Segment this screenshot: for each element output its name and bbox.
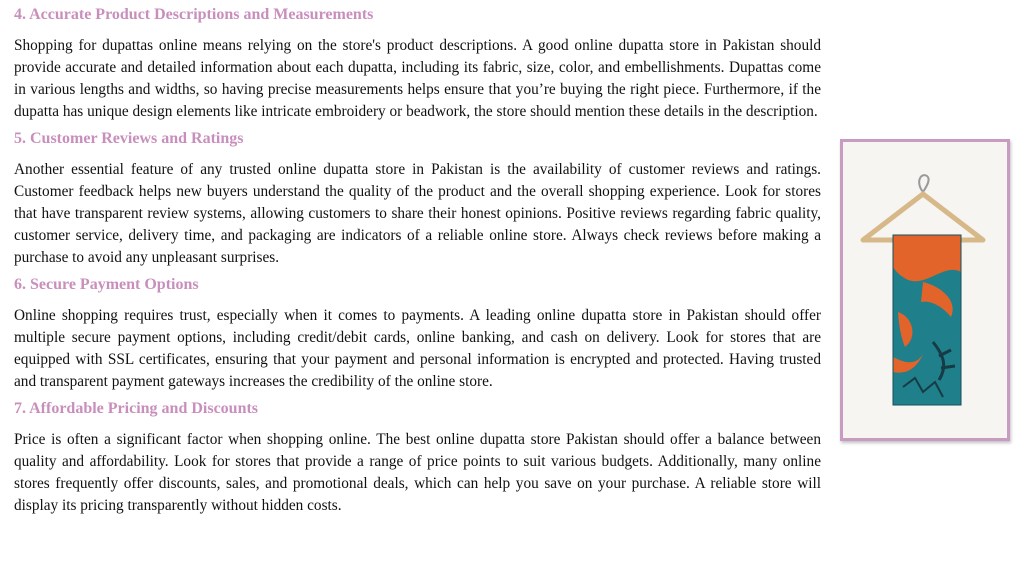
section-6-paragraph: Online shopping requires trust, especially when it comes to payments. A leading online dupatta store in Pakistan should offer multiple secure payment options, including credit/debit cards, online banking, and cash on delivery. Look for stores that are equipped with SSL certificates, ensuring that your payment and personal information is encrypted and protected. Having trusted and transparent payment gateways increases the credibility of the online store. [14,307,821,390]
dupatta-product-image [840,139,1010,441]
dupatta-on-hanger-illustration [843,142,1007,438]
section-5-heading: 5. Customer Reviews and Ratings [14,130,244,147]
section-7-heading: 7. Affordable Pricing and Discounts [14,400,259,417]
article-body [14,0,821,523]
section-6-heading: 6. Secure Payment Options [14,276,199,293]
section-4-paragraph: Shopping for dupattas online means relying on the store's product descriptions. A good online dupatta store in Pakistan should provide accurate and detailed information about each dupatta, including its fabric, size, color, and embellishments. Dupattas come in various lengths and widths, so having precise measurements helps ensure that you’re buying the right piece. Furthermore, if the dupatta has unique design elements like intricate embroidery or beadwork, the store should mention these details in the description. [14,37,821,120]
section-5-paragraph: Another essential feature of any trusted online dupatta store in Pakistan is the availability of customer reviews and ratings. Customer feedback helps new buyers understand the quality of the product and the overall shopping experience. Look for stores that have transparent review systems, allowing customers to share their honest opinions. Positive reviews regarding fabric quality, customer service, delivery time, and packaging are indicators of a reliable online store. Always check reviews before making a purchase to avoid any unpleasant surprises. [14,161,821,266]
section-7-paragraph: Price is often a significant factor when shopping online. The best online dupatta store Pakistan should offer a balance between quality and affordability. Look for stores that provide a range of price points to suit various budgets. Additionally, many online stores frequently offer discounts, sales, and promotional deals, which can help you save on your purchase. A reliable store will display its pricing transparently without hidden costs. [14,431,821,514]
section-4-heading: 4. Accurate Product Descriptions and Measurements [14,6,374,23]
